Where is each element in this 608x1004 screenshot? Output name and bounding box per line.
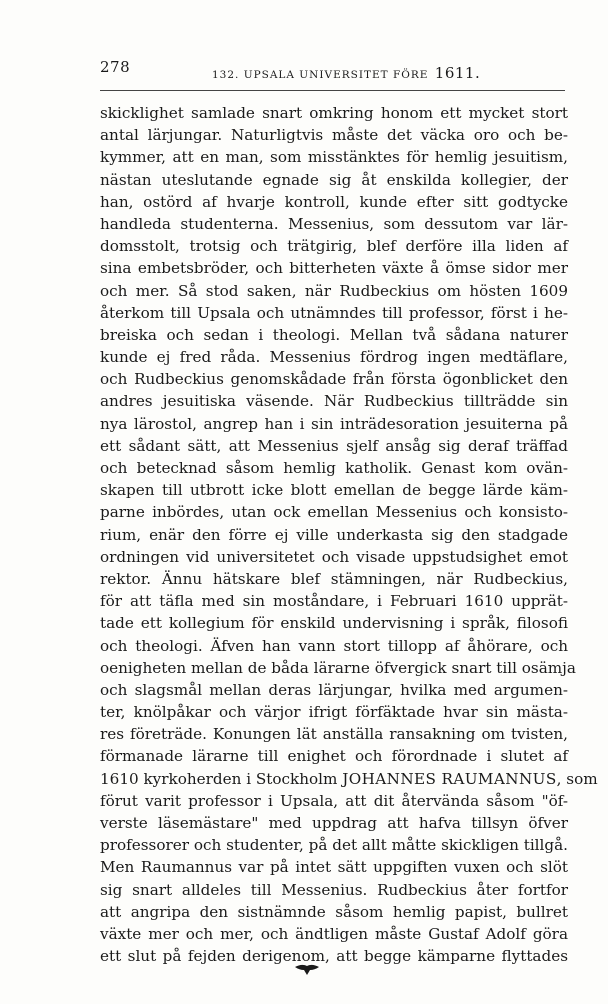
text-line: förmanade lärarne till enighet och förordnade i slutet af	[100, 747, 568, 766]
text-line: rektor. Ännu hätskare blef stämningen, när Rudbeckius,	[100, 569, 568, 588]
text-line: sina embetsbröder, och bitterheten växte å ömse sidor mer	[100, 259, 568, 278]
text-line: förut varit professor i Upsala, att dit återvända såsom "öf-	[100, 791, 568, 810]
text-line: att angripa den sistnämnde såsom hemlig papist, bullret	[100, 902, 568, 921]
header-rule	[100, 90, 565, 91]
text-line: och Rudbeckius genomskådade från första ögonblicket den	[100, 370, 568, 389]
text-line: växte mer och mer, och ändtligen måste Gustaf Adolf göra	[100, 924, 568, 943]
text-line: handleda studenterna. Messenius, som dessutom var lär-	[100, 214, 568, 233]
text-line: ett slut på fejden derigenom, att begge kämparne flyttades	[100, 947, 568, 966]
text-line: kunde ej fred råda. Messenius fördrog ingen medtäflare,	[100, 348, 568, 367]
text-line: och betecknad såsom hemlig katholik. Genast kom ovän-	[100, 459, 568, 477]
text-line: ordningen vid universitetet och visade uppstudsighet emot	[100, 547, 568, 566]
text-line: och theologi. Äfven han vann stort tillopp af åhörare, och	[100, 636, 568, 655]
text-line: ett sådant sätt, att Messenius sjelf ansåg sig deraf träffad	[100, 436, 568, 455]
text-line: parne inbördes, utan ock emellan Messenius och konsisto-	[100, 503, 568, 522]
text-line: skicklighet samlade snart omkring honom ett mycket stort	[100, 104, 568, 122]
text-line: breiska och sedan i theologi. Mellan två sådana naturer	[100, 325, 568, 344]
text-line: och slagsmål mellan deras lärjungar, hvilka med argumen-	[100, 680, 568, 699]
text-line: nya lärostol, angrep han i sin inträdesoration jesuiterna på	[100, 414, 568, 433]
text-line: res företräde. Konungen lät anställa ransakning om tvisten,	[100, 725, 568, 744]
page-number: 278	[100, 58, 131, 76]
body-text	[100, 102, 598, 967]
text-line: återkom till Upsala och utnämndes till professor, först i he-	[100, 303, 568, 322]
text-line: för att täfla med sin moståndare, i Februari 1610 upprät-	[100, 592, 568, 611]
text-line: professorer och studenter, på det allt måtte skickligen tillgå.	[100, 836, 568, 855]
text-line: oenigheten mellan de båda lärarne öfvergick snart till osämja	[100, 658, 576, 677]
text-line: ter, knölpåkar och värjor ifrigt förfäktade hvar sin mästa-	[100, 703, 568, 722]
text-run: 1610 kyrkoherden i Stockholm	[100, 769, 338, 788]
text-line: antal lärjungar. Naturligtvis måste det väcka oro och be-	[100, 126, 568, 145]
fleuron-icon	[294, 962, 320, 976]
running-head	[100, 56, 565, 82]
text-line: sig snart alldeles till Messenius. Rudbeckius åter fortfor	[100, 880, 568, 899]
text-line: kymmer, att en man, som misstänktes för hemlig jesuitism,	[100, 148, 568, 167]
text-line: Men Raumannus var på intet sätt uppgiften vuxen och slöt	[100, 858, 568, 877]
text-line: andres jesuitiska väsende. När Rudbeckius tillträdde sin	[100, 392, 568, 411]
person-name: JOHANNES RAUMANNUS	[342, 769, 557, 788]
text-line: domsstolt, trotsig och trätgirig, blef derföre illa liden af	[100, 237, 568, 256]
text-line: tade ett kollegium för enskild undervisning i språk, filosofi	[100, 614, 568, 633]
text-run: , som	[556, 769, 598, 788]
text-line: verste läsemästare" med uppdrag att hafva tillsyn öfver	[100, 814, 568, 832]
chapter-year: 1611.	[434, 64, 481, 82]
chapter-title: 132. UPSALA UNIVERSITET FÖRE	[212, 69, 429, 81]
text-line: rium, enär den förre ej ville underkasta sig den stadgade	[100, 525, 568, 544]
text-line: skapen till utbrott icke blott emellan de begge lärde käm-	[100, 481, 568, 500]
text-line: nästan uteslutande egnade sig åt enskilda kollegier, der	[100, 170, 568, 189]
text-line	[100, 768, 598, 790]
text-line: och mer. Så stod saken, när Rudbeckius om hösten 1609	[100, 281, 568, 300]
chapter-heading	[212, 64, 480, 82]
text-line: han, ostörd af hvarje kontroll, kunde efter sitt godtycke	[100, 192, 568, 211]
